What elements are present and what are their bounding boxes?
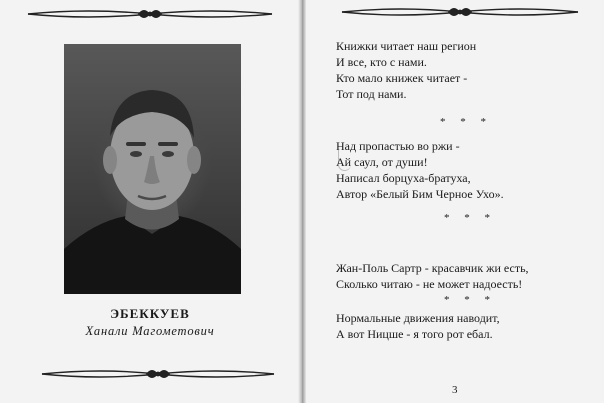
- stanza-4: [336, 310, 500, 342]
- poem-line: Книжки читает наш регион: [336, 39, 477, 53]
- person-surname: ЭБЕККУЕВ: [110, 306, 190, 321]
- bottom-left-ornament-icon: [40, 366, 276, 382]
- stanza-2: [336, 138, 504, 202]
- poem-line: Нормальные движения наводит,: [336, 311, 500, 325]
- top-left-ornament-icon: [26, 6, 274, 22]
- poem-line: И все, кто с нами.: [336, 55, 427, 69]
- top-right-ornament-icon: [340, 4, 580, 20]
- stanza-separator: * * *: [444, 212, 496, 224]
- stanza-1: [336, 38, 476, 102]
- poem-line: Тот под нами.: [336, 87, 407, 101]
- poem-line: А вот Ницше - я того рот ебал.: [336, 327, 493, 341]
- poem-line: Сколько читаю - не может надоесть!: [336, 277, 523, 291]
- book-spine: [298, 0, 306, 403]
- page-number: 3: [452, 384, 458, 396]
- person-given-names: Ханали Магометович: [85, 324, 215, 338]
- poem-line: Жан-Поль Сартр - красавчик жи есть,: [336, 261, 529, 275]
- poem-line: Написал борцуха-братуха,: [336, 171, 471, 185]
- poem-line: Ай саул, от души!: [336, 155, 428, 169]
- stanza-3: [336, 260, 529, 292]
- portrait-photo: [64, 44, 241, 294]
- stanza-separator: * * *: [440, 116, 492, 128]
- stanza-separator: * * *: [444, 294, 496, 306]
- poem-line: Кто мало книжек читает -: [336, 71, 468, 85]
- poem-line: Автор «Белый Бим Черное Ухо».: [336, 187, 504, 201]
- poem-line: Над пропастью во ржи -: [336, 139, 460, 153]
